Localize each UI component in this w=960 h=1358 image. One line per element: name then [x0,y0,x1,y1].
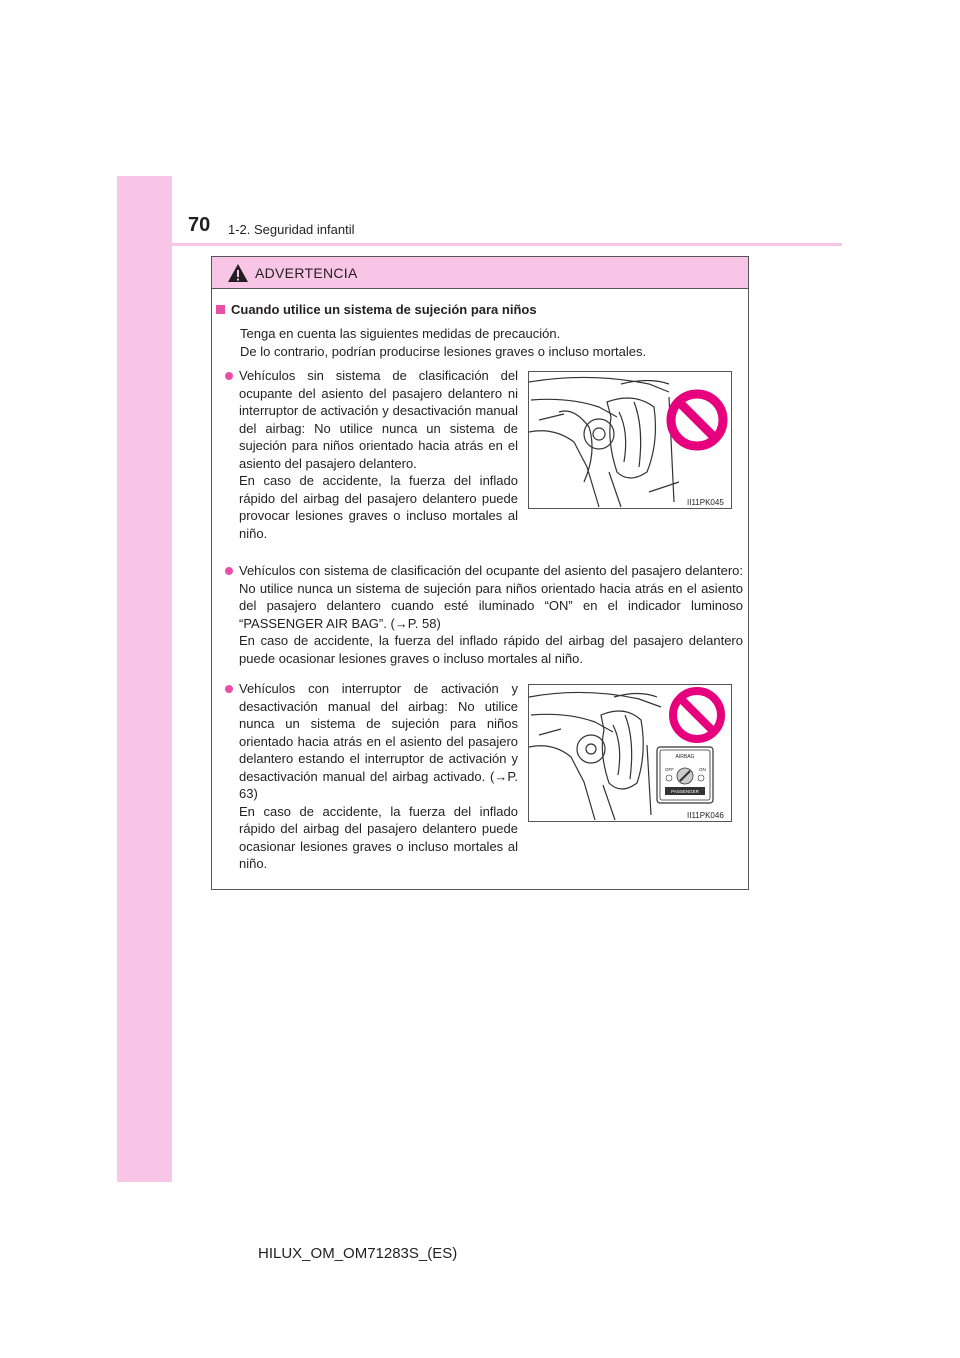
bullet-1-text-1: Vehículos sin sistema de clasificación del ocupante del asiento del pasajero delantero ni interruptor de activación y desactivación manual del airbag: No utilice nunca un sistema de sujeción para niños orientado hacia atrás en el asiento del pasajero delantero. [239,368,518,471]
bullet-3-text-2: En caso de accidente, la fuerza del inflado rápido del airbag del pasajero delantero puede ocasionar lesiones graves o incluso mortales al niño. [239,803,518,871]
square-bullet-icon [216,305,225,314]
warning-header [212,257,748,289]
page-number: 70 [188,214,211,236]
side-tab-band [117,176,172,1182]
bullet-item-1 [225,367,518,542]
intro-line-2: De lo contrario, podrían producirse lesiones graves o incluso mortales. [240,343,647,359]
airbag-illustration-1 [528,371,732,509]
intro-paragraph [240,325,740,360]
bullet-dot-icon [225,372,233,380]
header-rule [172,243,842,246]
bullet-item-3 [225,680,518,873]
airbag-illustration-2 [528,684,732,822]
switch-airbag-label: AIRBAG [675,754,695,760]
bullet-2-text-2: En caso de accidente, la fuerza del inflado rápido del airbag del pasajero delantero puede ocasionar lesiones graves o incluso mortales al niño. [239,633,743,666]
section-title: 1-2. Seguridad infantil [228,222,355,237]
document-id: HILUX_OM_OM71283S_(ES) [258,1245,458,1262]
bullet-item-2 [225,562,743,667]
intro-line-1: Tenga en cuenta las siguientes medidas de precaución. [240,326,561,341]
figure-code-1: II11PK045 [687,498,724,507]
bullet-dot-icon [225,685,233,693]
switch-on-label: ON [699,767,706,772]
airbag-switch-drawing-icon [529,685,732,822]
airbag-drawing-icon [529,372,732,509]
warning-title: ADVERTENCIA [255,264,358,281]
bullet-2-text-1: Vehículos con sistema de clasificación del ocupante del asiento del pasajero delantero: No utilice nunca un sistema de sujeción para niños orientado hacia atrás en el asiento del pasajero delantero cuando esté iluminado “ON” en el indicador luminoso “PASSENGER AIR BAG”. (→P. 58) [239,563,743,631]
bullet-3-text-1: Vehículos con interruptor de activación y desactivación manual del airbag: No utilice nunca un sistema de sujeción para niños orientado hacia atrás en el asiento del pasajero delantero estando el interruptor de activación y desactivación manual del airbag activado. (→P. 63) [239,681,518,801]
warning-heading-text: Cuando utilice un sistema de sujeción para niños [231,302,537,317]
warning-triangle-icon [227,263,249,283]
switch-passenger-label: PASSENGER [671,789,699,794]
bullet-1-text-2: En caso de accidente, la fuerza del inflado rápido del airbag del pasajero delantero puede provocar lesiones graves o incluso mortales al niño. [239,473,518,541]
bullet-dot-icon [225,567,233,575]
warning-heading [216,302,537,317]
figure-code-2: II11PK046 [687,811,724,820]
warning-box [211,256,749,890]
switch-off-label: OFF [665,767,674,772]
